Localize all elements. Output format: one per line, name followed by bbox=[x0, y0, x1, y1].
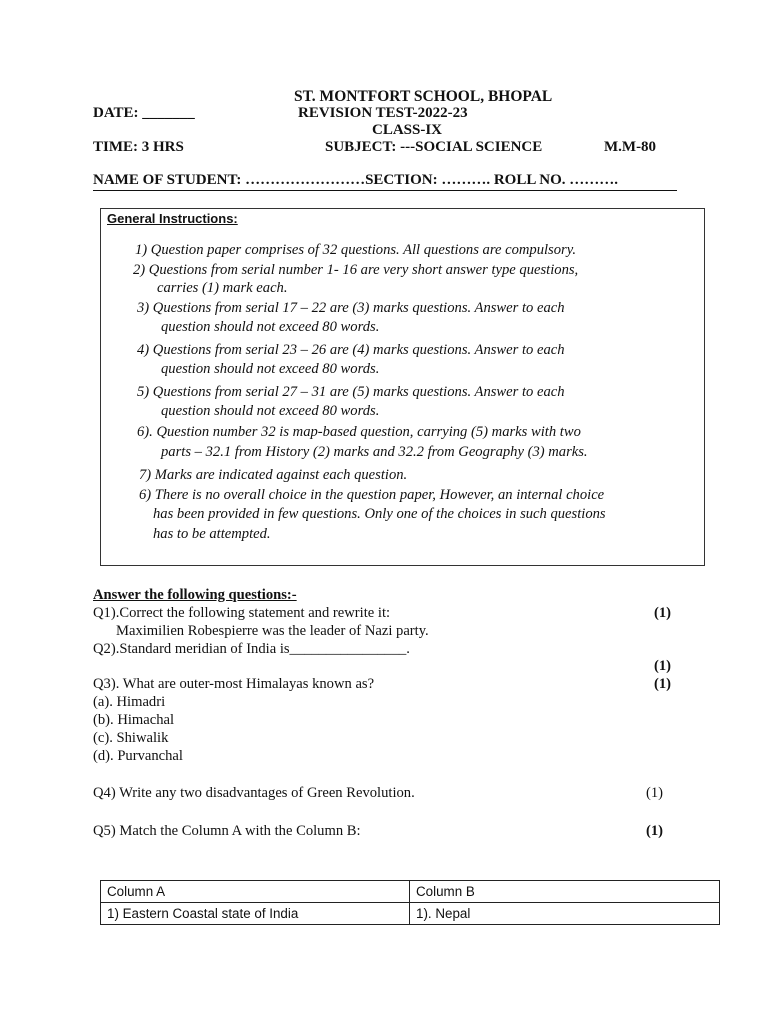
question-5: Q5) Match the Column A with the Column B: bbox=[93, 823, 361, 839]
student-details-line: NAME OF STUDENT: ……………………SECTION: ………. ROLL NO. ………. bbox=[93, 172, 619, 188]
instructions-title: General Instructions: bbox=[107, 211, 238, 226]
instruction-item: 7) Marks are indicated against each question. bbox=[139, 467, 408, 483]
school-name: ST. MONTFORT SCHOOL, BHOPAL bbox=[294, 88, 553, 105]
table-cell: 1). Nepal bbox=[410, 903, 720, 925]
column-a-header: Column A bbox=[101, 881, 410, 903]
question-1: Q1).Correct the following statement and rewrite it: bbox=[93, 605, 391, 621]
class-label: CLASS-IX bbox=[372, 122, 443, 138]
table-header-row bbox=[101, 881, 720, 903]
max-marks-label: M.M-80 bbox=[604, 139, 657, 155]
question-3-option: (b). Himachal bbox=[93, 712, 175, 728]
instruction-item: has to be attempted. bbox=[153, 526, 271, 542]
instruction-item: parts – 32.1 from History (2) marks and 32.2 from Geography (3) marks. bbox=[161, 444, 588, 460]
instruction-item: question should not exceed 80 words. bbox=[161, 319, 380, 335]
instruction-item: 1) Question paper comprises of 32 questions. All questions are compulsory. bbox=[135, 242, 577, 258]
table-row bbox=[101, 903, 720, 925]
instruction-item: 2) Questions from serial number 1- 16 are very short answer type questions, bbox=[133, 262, 579, 278]
questions-heading: Answer the following questions:- bbox=[93, 587, 297, 603]
question-4-marks: (1) bbox=[646, 785, 664, 801]
subject-label: SUBJECT: ---SOCIAL SCIENCE bbox=[325, 139, 543, 155]
instruction-item: carries (1) mark each. bbox=[157, 280, 288, 296]
question-2: Q2).Standard meridian of India is________________. bbox=[93, 641, 410, 657]
instruction-item: question should not exceed 80 words. bbox=[161, 403, 380, 419]
question-1-marks: (1) bbox=[654, 605, 672, 621]
question-1-statement: Maximilien Robespierre was the leader of Nazi party. bbox=[116, 623, 429, 639]
question-3-marks: (1) bbox=[654, 676, 672, 692]
instruction-item: 4) Questions from serial 23 – 26 are (4) marks questions. Answer to each bbox=[137, 342, 565, 358]
question-5-marks: (1) bbox=[646, 823, 664, 839]
header-rule bbox=[93, 190, 677, 191]
instruction-item: 6). Question number 32 is map-based question, carrying (5) marks with two bbox=[137, 424, 581, 440]
question-3-option: (a). Himadri bbox=[93, 694, 166, 710]
time-label: TIME: 3 HRS bbox=[93, 139, 184, 155]
instruction-item: question should not exceed 80 words. bbox=[161, 361, 380, 377]
table-cell: 1) Eastern Coastal state of India bbox=[101, 903, 410, 925]
date-field: DATE: _______ bbox=[93, 105, 195, 121]
instruction-item: has been provided in few questions. Only one of the choices in such questions bbox=[153, 506, 606, 522]
instruction-item: 6) There is no overall choice in the question paper, However, an internal choice bbox=[139, 487, 605, 503]
instruction-item: 3) Questions from serial 17 – 22 are (3) marks questions. Answer to each bbox=[137, 300, 565, 316]
question-3: Q3). What are outer-most Himalayas known as? bbox=[93, 676, 375, 692]
question-3-option: (d). Purvanchal bbox=[93, 748, 183, 764]
match-columns-table bbox=[100, 880, 720, 925]
question-4: Q4) Write any two disadvantages of Green Revolution. bbox=[93, 785, 415, 801]
general-instructions-box bbox=[100, 208, 705, 566]
test-title: REVISION TEST-2022-23 bbox=[298, 105, 468, 121]
column-b-header: Column B bbox=[410, 881, 720, 903]
question-2-marks: (1) bbox=[654, 658, 672, 674]
question-3-option: (c). Shiwalik bbox=[93, 730, 169, 746]
instruction-item: 5) Questions from serial 27 – 31 are (5) marks questions. Answer to each bbox=[137, 384, 565, 400]
